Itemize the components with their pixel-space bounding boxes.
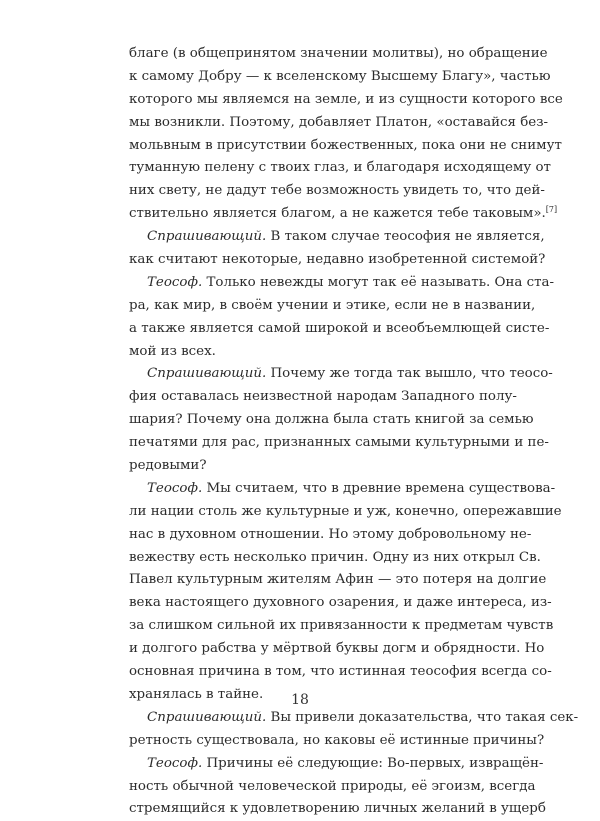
- footnote-reference[interactable]: [7]: [545, 205, 558, 215]
- text-line: вежеству есть несколько причин. Одну из них открыл Св.: [129, 549, 541, 565]
- text-line: стремящийся к удовлетворению личных желаний в ущерб: [129, 801, 546, 817]
- text-line: ли нации столь же культурные и уж, конечно, опережавшие: [129, 503, 562, 519]
- text-line: ствительно является благом, а не кажется тебе таковым».[7]: [129, 205, 558, 222]
- text-line: ретность существовала, но каковы её истинные причины?: [129, 732, 545, 748]
- text-line: редовыми?: [129, 458, 207, 474]
- text-line: Павел культурным жителям Афин — это потеря на долгие: [129, 572, 547, 588]
- text-line: которого мы являемся на земле, и из сущности которого все: [129, 91, 563, 107]
- text-line: за слишком сильной их привязанности к предметам чувств: [129, 618, 554, 634]
- text-line: хранялась в тайне.: [129, 686, 264, 702]
- paragraph-first-line: Спрашивающий. Вы привели доказательства, что такая сек-: [147, 709, 579, 725]
- speaker-label: Спрашивающий.: [147, 709, 267, 725]
- text-line: и долгого рабства у мёртвой буквы догм и обрядности. Но: [129, 641, 545, 657]
- text-line: основная причина в том, что истинная теософия всегда со-: [129, 664, 552, 680]
- speaker-label: Теософ.: [147, 274, 203, 290]
- text-line: ность обычной человеческой природы, её эгоизм, всегда: [129, 778, 536, 794]
- paragraph-first-line: Теософ. Мы считаем, что в древние времена существова-: [147, 480, 556, 496]
- paragraph-first-line: Спрашивающий. В таком случае теософия не является,: [147, 229, 545, 245]
- text-line: туманную пелену с твоих глаз, и благодаря исходящему от: [129, 160, 551, 176]
- text-line: мы возникли. Поэтому, добавляет Платон, «оставайся без-: [129, 114, 549, 130]
- paragraph-first-line: Спрашивающий. Почему же тогда так вышло, что теосо-: [147, 366, 553, 382]
- text-line: печатями для рас, признанных самыми культурными и пе-: [129, 435, 549, 451]
- page-number: 18: [291, 692, 309, 708]
- text-line: благе (в общепринятом значении молитвы), но обращение: [129, 46, 548, 61]
- text-line: них свету, не дадут тебе возможность увидеть то, что дей-: [129, 183, 545, 199]
- text-line: к самому Добру — к вселенскому Высшему Благу», частью: [129, 68, 551, 84]
- text-line: как считают некоторые, недавно изобретенной системой?: [129, 252, 546, 268]
- text-line: мольвным в присутствии божественных, пока они не снимут: [129, 137, 562, 153]
- speaker-label: Теософ.: [147, 480, 203, 496]
- speaker-label: Теософ.: [147, 755, 203, 771]
- paragraph-first-line: Теософ. Причины её следующие: Во-первых, извращён-: [147, 755, 544, 771]
- text-line: нас в духовном отношении. Но этому добровольному не-: [129, 526, 532, 542]
- speaker-label: Спрашивающий.: [147, 229, 267, 245]
- text-line: мой из всех.: [129, 343, 216, 359]
- speaker-label: Спрашивающий.: [147, 366, 267, 382]
- text-line: века настоящего духовного озарения, и даже интереса, из-: [129, 595, 552, 611]
- paragraph-first-line: Теософ. Только невежды могут так её называть. Она ста-: [147, 274, 555, 290]
- text-line: фия оставалась неизвестной народам Западного полу-: [129, 389, 517, 405]
- text-line: а также является самой широкой и всеобъемлющей систе-: [129, 320, 550, 336]
- text-line: ра, как мир, в своём учении и этике, если не в названии,: [129, 297, 536, 313]
- text-line: шария? Почему она должна была стать книгой за семью: [129, 412, 534, 428]
